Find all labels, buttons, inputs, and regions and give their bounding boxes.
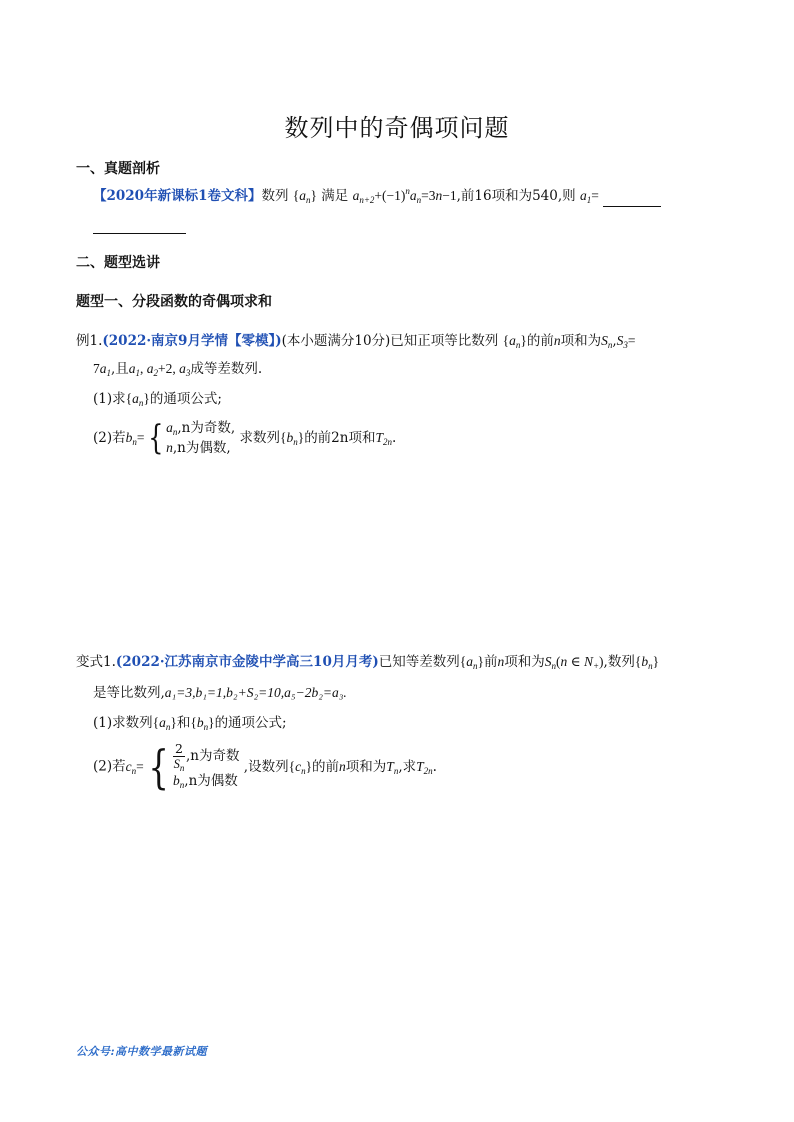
section-heading-2: 二、题型选讲 xyxy=(76,255,160,271)
page-title: 数列中的奇偶项问题 xyxy=(284,114,510,142)
piecewise-brace: { xyxy=(147,418,163,458)
fraction-2-over-Sn: $\frac{2}{S_n}$ xyxy=(173,741,185,773)
piecewise-brace-2: { xyxy=(148,739,169,794)
example-1-line-2: $7a_1$,且$a_1$, $a_2+2$, $a_3$成等差数列. xyxy=(93,361,263,378)
section-heading-1: 一、真题剖析 xyxy=(76,161,160,177)
variant-1-line-1: 变式1.(2022·江苏南京市金陵中学高三10月月考)已知等差数列$\{a_n\}$前n项和为$S_n(n$ ∈ $N_+$),数列$\{b_n\}$ xyxy=(76,654,660,671)
math-a1: $a_1=$ xyxy=(579,188,599,205)
question-0-source: 【2020年新课标1卷文科】 xyxy=(93,188,262,204)
answer-blank[interactable] xyxy=(603,186,661,207)
example-1-label: 例1. xyxy=(76,333,103,349)
example-1-source: (2022·南京9月学情【零模】) xyxy=(102,333,282,349)
math-recurrence: $a_{n+2}+(-1)^na_n=3n-1$ xyxy=(352,186,457,205)
variant-1-part-1: (1)求数列$\{a_n\}$和$\{b_n\}$的通项公式; xyxy=(93,715,287,732)
example-1-part-2: (2)若$b_n=${ $a_n,n$为奇数, n,n为偶数, 求数列$\{b_n\}$的前2n项和$T_{2n}$. xyxy=(93,418,397,458)
example-1-part-1: (1)求$\{a_n\}$的通项公式; xyxy=(93,391,222,408)
answer-blank-continued[interactable] xyxy=(93,219,186,234)
variant-1-label: 变式1. xyxy=(76,654,116,670)
example-1-line-1: 例1.(2022·南京9月学情【零模】)(本小题满分10分)已知正项等比数列 $\{a_n\}$的前n项和为$S_n,S_3=$ xyxy=(76,333,636,350)
footer-watermark: 公众号:高中数学最新试题 xyxy=(76,1045,208,1058)
type-heading-1: 题型一、分段函数的奇偶项求和 xyxy=(76,294,272,310)
math-set-a: $\{a_n\}$ xyxy=(292,188,317,205)
question-0-line-1: 【2020年新课标1卷文科】数列 $\{a_n\}$ 满足 $a_{n+2}+(-1)^na_n=3n-1$,前16项和为540,则 $a_1=$ xyxy=(93,186,661,207)
variant-1-line-2: 是等比数列,a₁=3,b₁=1,b₂+S₂=10,a₅−2b₂=a₃. xyxy=(93,685,347,701)
variant-1-source: (2022·江苏南京市金陵中学高三10月月考) xyxy=(115,654,379,670)
variant-1-part-2: (2)若$c_n=${ $\frac{2}{S_n}$ ,n为奇数 $b_n,n$为偶数 ,设数列$\{c_n\}$的前n项和为$T_n$,求$T_{2n}$. xyxy=(93,739,437,794)
